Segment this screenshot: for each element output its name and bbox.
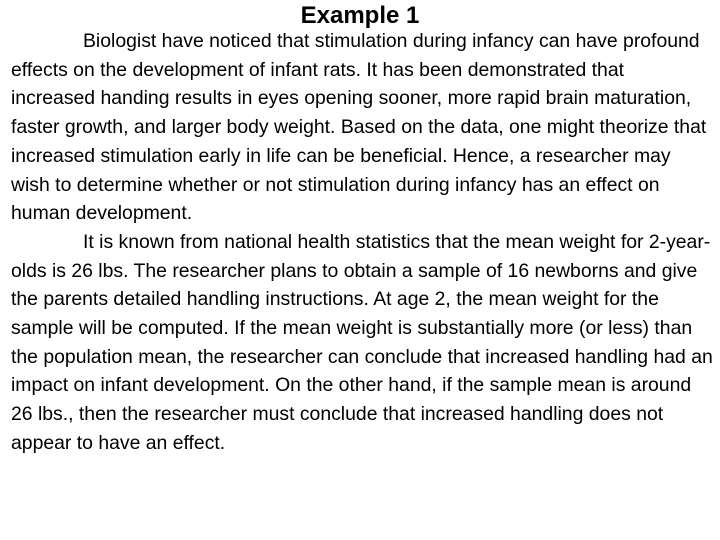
paragraph-1: Biologist have noticed that stimulation during infancy can have profound effects on the development of infant rats. It has been demonstrated that increased handing results in eyes opening sooner, more rapid brain maturation, faster growth, and larger body weight. Based on the data, one might theorize that increased stimulation early in life can be beneficial. Hence, a researcher may wish to determine whether or not stimulation during infancy has an effect on human development. — [11, 30, 707, 225]
paragraph-2: It is known from national health statistics that the mean weight for 2-year-olds is 26 lbs. The researcher plans to obtain a sample of 16 newborns and give the parents detailed handling instructions. At age 2, the mean weight for the sample will be computed. If the mean weight is substantially more (or less) than the population mean, the researcher can conclude that increased handling had an impact on infant development. On the other hand, if the sample mean is around 26 lbs., then the researcher must conclude that increased handling does not appear to have an effect. — [11, 230, 713, 454]
slide-title: Example 1 — [300, 2, 420, 29]
slide-body — [11, 27, 713, 458]
